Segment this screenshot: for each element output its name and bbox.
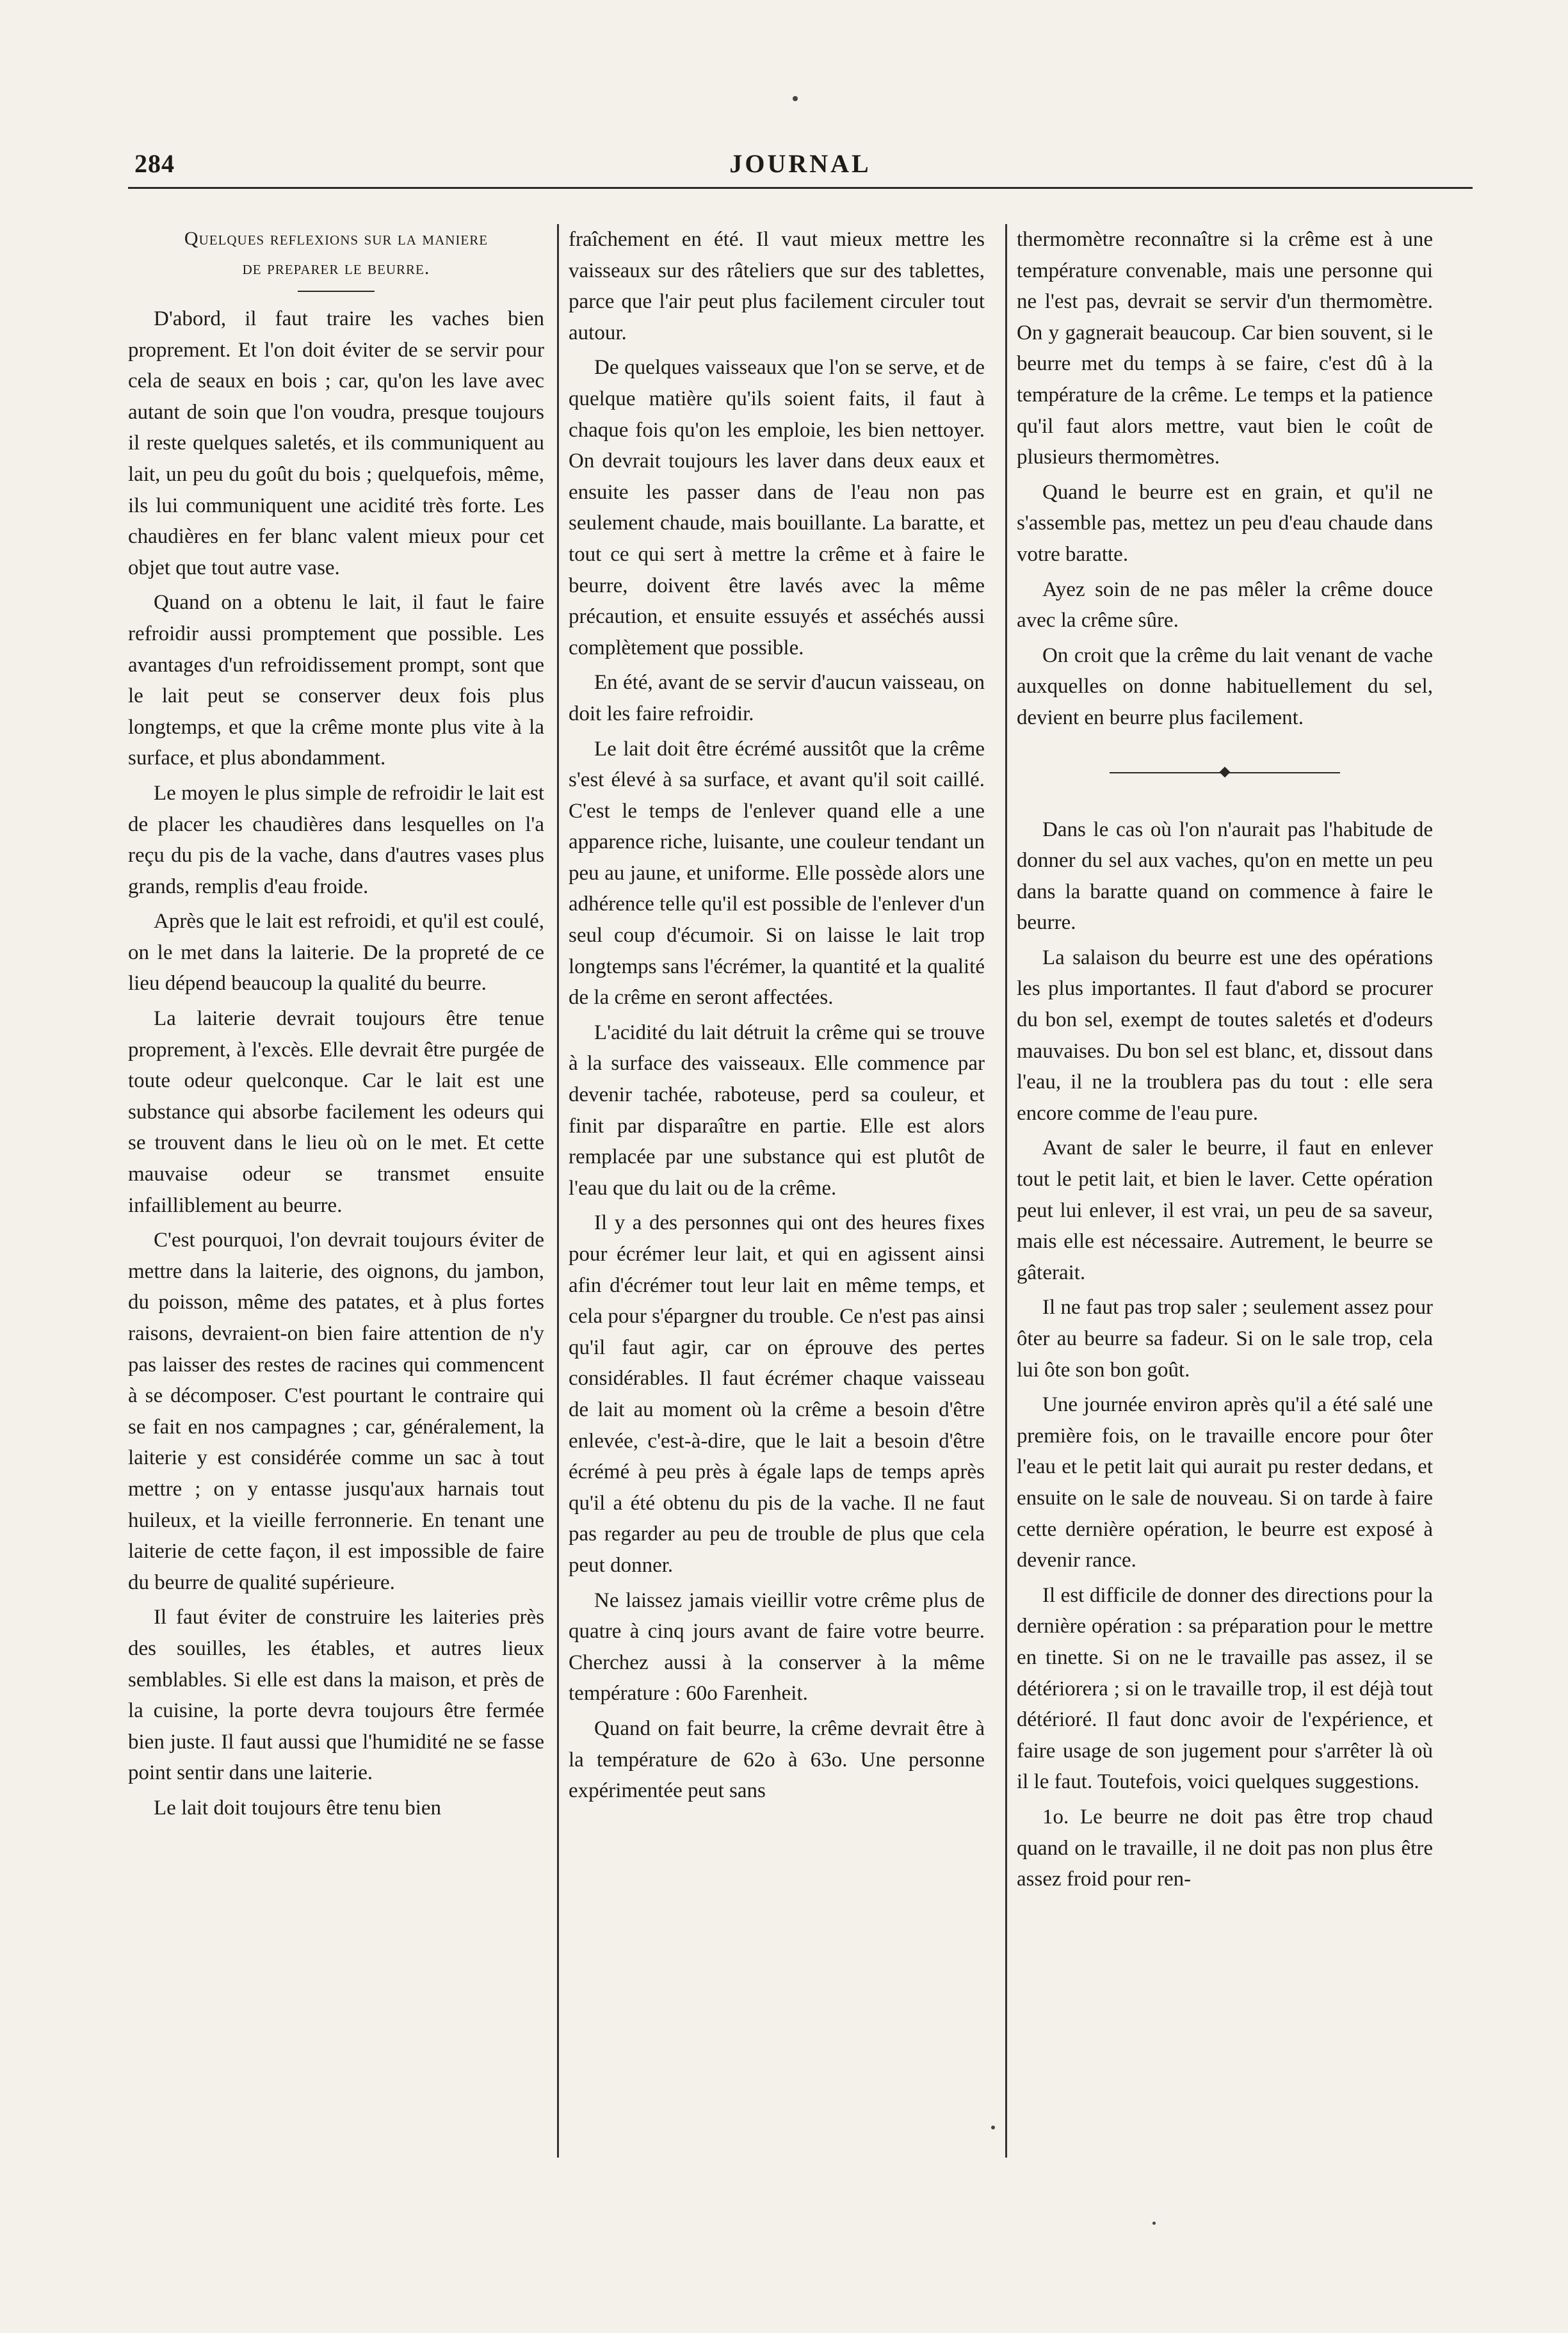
- paragraph: L'acidité du lait détruit la crême qui se trouve à la surface des vaisseaux. Elle commence par devenir tachée, raboteuse, perd sa couleur, et finit par disparaître en partie. Elle est alors remplacée par une substance qui est plutôt de l'eau que du lait ou de la crême.: [569, 1021, 985, 1200]
- paragraph: En été, avant de se servir d'aucun vaisseau, on doit les faire refroidir.: [569, 671, 985, 725]
- paragraph: 1o. Le beurre ne doit pas être trop chaud quand on le travaille, il ne doit pas non plus être assez froid pour ren-: [1017, 1805, 1433, 1891]
- paragraph: Ne laissez jamais vieillir votre crême plus de quatre à cinq jours avant de faire votre beurre. Cherchez aussi à la conserver à la même température : 60o Farenheit.: [569, 1588, 985, 1706]
- paragraph: Il y a des personnes qui ont des heures fixes pour écrémer leur lait, et qui en agissent ainsi afin d'écrémer tout leur lait en même temps, et cela pour s'épargner du trouble. Ce n'est pas ainsi qu'il faut agir, car on éprouve des pertes considérables. Il faut écrémer chaque vaisseau de lait au moment où la crême a besoin d'être enlevée, c'est-à-dire, que le lait a besoin d'être écrémé à peu près à égale laps de temps après qu'il a été obtenu du pis de la vache. Il ne faut pas regarder au peu de trouble de plus que cela peut donner.: [569, 1211, 985, 1577]
- paragraph: La laiterie devrait toujours être tenue proprement, à l'excès. Elle devrait être purgée de toute odeur quelconque. Car le lait est une substance qui absorbe facilement les odeurs qui se trouvent dans le lieu où on le met. Et cette mauvaise odeur se transmet ensuite infailliblement au beurre.: [128, 1007, 544, 1217]
- paragraph: Après que le lait est refroidi, et qu'il est coulé, on le met dans la laiterie. De la propreté de ce lieu dépend beaucoup la qualité du beurre.: [128, 910, 544, 996]
- paragraph: C'est pourquoi, l'on devrait toujours éviter de mettre dans la laiterie, des oignons, du jambon, du poisson, même des patates, et à plus fortes raisons, devraient-on bien faire attention de n'y pas laisser des restes de racines qui commencent à se décomposer. C'est pourtant le contraire qui se fait en nos campagnes ; car, généralement, la laiterie y est considérée comme un sac à tout mettre ; on y entasse jusqu'aux harnais tout huileux, et la vieille ferronnerie. En tenant une laiterie de cette façon, il est impossible de faire du beurre de qualité supérieure.: [128, 1229, 544, 1594]
- paragraph: Il est difficile de donner des directions pour la dernière opération : sa préparation pour le mettre en tinette. Si on ne le travaille pas assez, il se détériorera ; si on le travaille trop, il est déjà tout détérioré. Il faut donc avoir de l'expérience, et faire usage de son jugement pour s'arrêter là où il le faut. Toutefois, voici quelques suggestions.: [1017, 1583, 1433, 1794]
- paragraph: La salaison du beurre est une des opérations les plus importantes. Il faut d'abord se procurer du bon sel, exempt de toutes saletés et d'odeurs mauvaises. Du bon sel est blanc, et, dissout dans l'eau, il ne la troublera pas du tout : elle sera encore comme de l'eau pure.: [1017, 946, 1433, 1125]
- paragraph: De quelques vaisseaux que l'on se serve, et de quelque matière qu'ils soient faits, il faut à chaque fois qu'on les emploie, les bien nettoyer. On devrait toujours les laver dans deux eaux et ensuite les passer dans de l'eau non pas seulement chaude, mais bouillante. La baratte, et tout ce qui sert à mettre la crême et à faire le beurre, doivent être lavés avec la même précaution, et ensuite essuyés et asséchés aussi complètement que possible.: [569, 356, 985, 659]
- paragraph: fraîchement en été. Il vaut mieux mettre les vaisseaux sur des râteliers que sur des tablettes, parce que l'air peut plus facilement circuler tout autour.: [569, 228, 985, 344]
- article-title-line-1: Quelques reflexions sur la maniere: [184, 228, 489, 249]
- paragraph: Une journée environ après qu'il a été salé une première fois, on le travaille encore pour ôter l'eau et le petit lait qui aurait pu rester dedans, et ensuite on le sale de nouveau. Si on tarde à faire cette dernière opération, le beurre est exposé à devenir rance.: [1017, 1393, 1433, 1572]
- paragraph: Dans le cas où l'on n'aurait pas l'habitude de donner du sel aux vaches, qu'on en mette un peu dans la baratte quand on commence à faire le beurre.: [1017, 818, 1433, 935]
- paragraph: Il ne faut pas trop saler ; seulement assez pour ôter au beurre sa fadeur. Si on le sale trop, cela lui ôte son bon goût.: [1017, 1296, 1433, 1382]
- column-divider: [1005, 224, 1007, 2158]
- paragraph: thermomètre reconnaître si la crême est à une température convenable, mais une personne qui ne l'est pas, devrait se servir d'un thermomètre. On y gagnerait beaucoup. Car bien souvent, si le beurre met du temps à se faire, c'est dû à la température de la crême. Le temps et la patience qu'il faut alors mettre, vaut bien le coût de plusieurs thermomètres.: [1017, 228, 1433, 469]
- paragraph: Avant de saler le beurre, il faut en enlever tout le petit lait, et bien le laver. Cette opération peut lui enlever, il est vrai, un peu de sa saveur, mais elle est nécessaire. Autrement, le beurre se gâterait.: [1017, 1136, 1433, 1284]
- print-speck: [1152, 2222, 1156, 2225]
- print-speck: [991, 2126, 995, 2129]
- paragraph: Quand on a obtenu le lait, il faut le faire refroidir aussi promptement que possible. Les avantages d'un refroidissement prompt, sont que le lait peut se conserver deux fois plus longtemps, et que la crême monte plus vite à la surface, et plus abondamment.: [128, 591, 544, 770]
- text-column-3: [1017, 224, 1433, 2241]
- article-title-line-2: de preparer le beurre.: [242, 257, 430, 279]
- paragraph: Le lait doit être écrémé aussitôt que la crême s'est élevé à sa surface, et avant qu'il soit caillé. C'est le temps de l'enlever quand elle a une apparence riche, luisante, une couleur tendant un peu au jaune, et uniforme. Elle possède alors une adhérence telle qu'il est possible de l'enlever d'un seul coup d'écumoir. Si on laisse le lait trop longtemps sans l'écrémer, la quantité et la qualité de la crême en seront affectées.: [569, 737, 985, 1010]
- section-ornament-rule: [1110, 772, 1340, 773]
- paragraph: D'abord, il faut traire les vaches bien proprement. Et l'on doit éviter de se servir pour cela de seaux en bois ; car, qu'on les lave avec autant de soin que l'on voudra, presque toujours il reste quelques saletés, et ils communiquent au lait, un peu du goût du bois ; quelquefois, même, ils lui communiquent une acidité très forte. Les chaudières en fer blanc valent mieux pour cet objet que tout autre vase.: [128, 307, 544, 579]
- header-rule: [128, 187, 1473, 189]
- column-divider: [557, 224, 559, 2158]
- paragraph: Quand on fait beurre, la crême devrait être à la température de 62o à 63o. Une personne expérimentée peut sans: [569, 1716, 985, 1803]
- text-column-2: [569, 224, 985, 2241]
- text-column-1: [128, 224, 544, 2241]
- page-number: 284: [134, 149, 175, 178]
- paragraph: Le lait doit toujours être tenu bien: [154, 1796, 442, 1820]
- paragraph: Ayez soin de ne pas mêler la crême douce avec la crême sûre.: [1017, 577, 1433, 633]
- paragraph: On croit que la crême du lait venant de vache auxquelles on donne habituellement du sel, devient en beurre plus facilement.: [1017, 643, 1433, 729]
- paragraph: Il faut éviter de construire les laiteries près des souilles, les étables, et autres lieux semblables. Si elle est dans la maison, et près de la cuisine, la porte devra toujours être fermée bien juste. Il faut aussi que l'humidité ne se fasse point sentir dans une laiterie.: [128, 1606, 544, 1785]
- paragraph: Le moyen le plus simple de refroidir le lait est de placer les chaudières dans lesquelles on l'a reçu du pis de la vache, dans d'autres vases plus grands, remplis d'eau froide.: [128, 781, 544, 898]
- running-title: JOURNAL: [729, 149, 871, 178]
- print-speck: [793, 96, 798, 101]
- title-rule: [298, 291, 375, 292]
- paragraph: Quand le beurre est en grain, et qu'il ne s'assemble pas, mettez un peu d'eau chaude dans votre baratte.: [1017, 480, 1433, 566]
- article-title: [128, 224, 544, 283]
